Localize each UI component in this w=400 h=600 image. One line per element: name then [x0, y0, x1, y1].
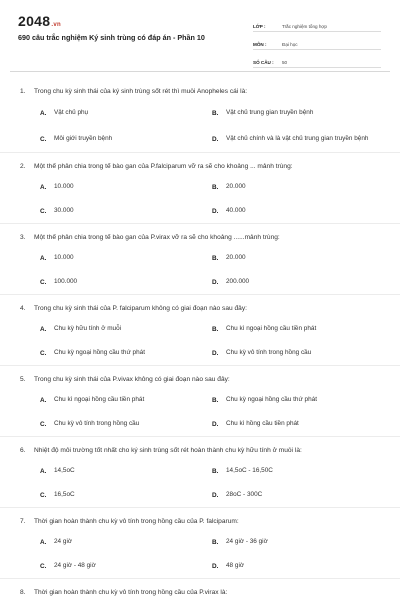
option-letter: A.: [40, 396, 47, 404]
question-number: 4.: [20, 304, 26, 312]
question-number: 5.: [20, 375, 26, 383]
option-b[interactable]: [212, 317, 384, 341]
question-header: [20, 508, 382, 530]
option-text: Vật chủ chính và là vật chủ trung gian truyền bệnh: [226, 135, 369, 142]
meta-label: SỐ CÂU :: [253, 60, 274, 65]
option-c[interactable]: [40, 126, 212, 152]
question-item: [0, 366, 400, 437]
option-b[interactable]: [212, 100, 384, 126]
question-header: [20, 437, 382, 459]
option-grid: [20, 388, 382, 436]
meta-row-subject: [253, 34, 381, 50]
question-text: Trong chu kỳ sinh thái của P. falciparum không có giai đoạn nào sau đây:: [34, 304, 247, 312]
question-item: [0, 224, 400, 295]
option-letter: C.: [40, 420, 47, 428]
option-d[interactable]: [212, 341, 384, 365]
option-letter: C.: [40, 207, 47, 215]
question-item: [0, 153, 400, 224]
question-text: Trong chu kỳ sinh thái của ký sinh trùng sốt rét thì muỗi Anopheles cái là:: [34, 87, 248, 95]
option-text: Môi giới truyền bệnh: [54, 135, 113, 142]
meta-label: LỚP :: [253, 24, 266, 29]
option-b[interactable]: [212, 175, 384, 199]
option-letter: C.: [40, 562, 47, 570]
option-letter: B.: [212, 325, 219, 333]
option-grid: [20, 459, 382, 507]
question-number: 2.: [20, 162, 26, 170]
option-text: Vật chủ phụ: [54, 109, 89, 116]
option-a[interactable]: [40, 530, 212, 554]
option-grid: [20, 175, 382, 223]
option-letter: D.: [212, 349, 219, 357]
option-text: 100.000: [54, 278, 78, 285]
question-list: [0, 78, 400, 600]
question-item: [0, 437, 400, 508]
option-b[interactable]: [212, 388, 384, 412]
question-text: Thời gian hoàn thành chu kỳ vô tính trong hồng cầu của P.virax là:: [34, 588, 228, 596]
option-text: Chu kỳ vô tính trong hồng cầu: [54, 420, 140, 427]
meta-row-count: [253, 52, 381, 68]
option-text: 20.000: [226, 254, 246, 261]
option-a[interactable]: [40, 175, 212, 199]
option-c[interactable]: [40, 270, 212, 294]
option-a[interactable]: [40, 388, 212, 412]
option-text: Chu kỳ vô tính trong hồng cầu: [226, 349, 312, 356]
question-text: Một thể phân chia trong tế bào gan của P.falciparum vỡ ra sẽ cho khoảng ... mảnh trùng:: [34, 162, 293, 170]
option-grid: [20, 100, 382, 152]
question-number: 3.: [20, 233, 26, 241]
option-letter: D.: [212, 562, 219, 570]
question-item: [0, 295, 400, 366]
question-item: [0, 579, 400, 600]
option-text: 14,5oC: [54, 467, 75, 474]
option-c[interactable]: [40, 483, 212, 507]
option-letter: B.: [212, 467, 219, 475]
option-b[interactable]: [212, 530, 384, 554]
question-number: 6.: [20, 446, 26, 454]
meta-info: [253, 16, 381, 70]
question-header: [20, 366, 382, 388]
question-number: 8.: [20, 588, 26, 596]
option-c[interactable]: [40, 554, 212, 578]
option-c[interactable]: [40, 199, 212, 223]
option-a[interactable]: [40, 459, 212, 483]
option-text: Vật chủ trung gian truyền bệnh: [226, 109, 314, 116]
question-header: [20, 78, 382, 100]
option-letter: B.: [212, 109, 219, 117]
option-text: 24 giờ - 36 giờ: [226, 538, 268, 545]
option-d[interactable]: [212, 412, 384, 436]
option-text: Chu kì ngoại hồng cầu tiền phát: [226, 325, 317, 332]
option-b[interactable]: [212, 246, 384, 270]
document-header: [0, 0, 400, 72]
option-letter: A.: [40, 325, 47, 333]
option-text: Chu kỳ ngoại hồng cầu thứ phát: [54, 349, 145, 356]
option-text: 48 giờ: [226, 562, 245, 569]
option-a[interactable]: [40, 317, 212, 341]
option-text: Chu kì hồng cầu tiền phát: [226, 420, 299, 427]
question-item: [0, 508, 400, 579]
option-c[interactable]: [40, 412, 212, 436]
option-c[interactable]: [40, 341, 212, 365]
option-d[interactable]: [212, 554, 384, 578]
option-text: 16,5oC: [54, 491, 75, 498]
option-letter: A.: [40, 254, 47, 262]
question-header: [20, 153, 382, 175]
option-letter: D.: [212, 278, 219, 286]
option-text: 14,5oC - 16,50C: [226, 467, 273, 474]
option-text: 40.000: [226, 207, 246, 214]
site-logo[interactable]: [18, 13, 61, 29]
option-text: Chu kì ngoại hồng cầu tiền phát: [54, 396, 145, 403]
option-letter: C.: [40, 491, 47, 499]
meta-value: 50: [282, 60, 288, 65]
question-header: [20, 224, 382, 246]
question-header: [20, 295, 382, 317]
option-letter: A.: [40, 467, 47, 475]
option-text: 24 giờ: [54, 538, 73, 545]
option-text: Chu kỳ hữu tính ở muỗi: [54, 325, 122, 332]
option-letter: D.: [212, 491, 219, 499]
option-text: 200.000: [226, 278, 250, 285]
option-letter: B.: [212, 538, 219, 546]
option-letter: A.: [40, 538, 47, 546]
option-letter: A.: [40, 183, 47, 191]
option-text: 20.000: [226, 183, 246, 190]
option-letter: D.: [212, 420, 219, 428]
question-header: [20, 579, 382, 600]
option-letter: D.: [212, 135, 219, 143]
logo-suffix-text: .vn: [51, 22, 61, 28]
option-text: 10.000: [54, 183, 74, 190]
option-letter: B.: [212, 396, 219, 404]
option-grid: [20, 530, 382, 578]
option-letter: C.: [40, 278, 47, 286]
header-divider: [10, 71, 390, 72]
option-d[interactable]: [212, 483, 384, 507]
logo-main-text: 2048: [18, 13, 51, 29]
question-number: 1.: [20, 87, 26, 95]
meta-value: Đại học: [282, 42, 298, 47]
question-text: Nhiệt độ môi trường tốt nhất cho ký sinh trùng sốt rét hoàn thành chu kỳ hữu tính ở muỗi là:: [34, 446, 302, 454]
option-letter: D.: [212, 207, 219, 215]
option-d[interactable]: [212, 270, 384, 294]
meta-value: Trắc nghiệm tổng hợp: [282, 24, 327, 29]
meta-label: MÔN :: [253, 42, 267, 47]
option-letter: B.: [212, 183, 219, 191]
option-text: 28oC - 300C: [226, 491, 263, 498]
option-b[interactable]: [212, 459, 384, 483]
question-number: 7.: [20, 517, 26, 525]
option-text: Chu kỳ ngoại hồng cầu thứ phát: [226, 396, 317, 403]
option-grid: [20, 317, 382, 365]
question-text: Trong chu kỳ sinh thái của P.vivax không có giai đoạn nào sau đây:: [34, 375, 230, 383]
option-text: 30.000: [54, 207, 74, 214]
meta-row-class: [253, 16, 381, 32]
option-letter: C.: [40, 349, 47, 357]
option-letter: C.: [40, 135, 47, 143]
option-letter: A.: [40, 109, 47, 117]
option-a[interactable]: [40, 246, 212, 270]
question-item: [0, 78, 400, 153]
option-grid: [20, 246, 382, 294]
option-text: 24 giờ - 48 giờ: [54, 562, 96, 569]
question-text: Thời gian hoàn thành chu kỳ vô tính trong hồng cầu của P. falciparum:: [34, 517, 239, 525]
option-a[interactable]: [40, 100, 212, 126]
document-title: 690 câu trắc nghiệm Ký sinh trùng có đáp án - Phần 10: [18, 33, 205, 42]
option-d[interactable]: [212, 199, 384, 223]
option-d[interactable]: [212, 126, 384, 152]
question-text: Một thể phân chia trong tế bào gan của P.virax vỡ ra sẽ cho khoảng ......mảnh trùng:: [34, 233, 280, 241]
option-text: 10.000: [54, 254, 74, 261]
option-letter: B.: [212, 254, 219, 262]
